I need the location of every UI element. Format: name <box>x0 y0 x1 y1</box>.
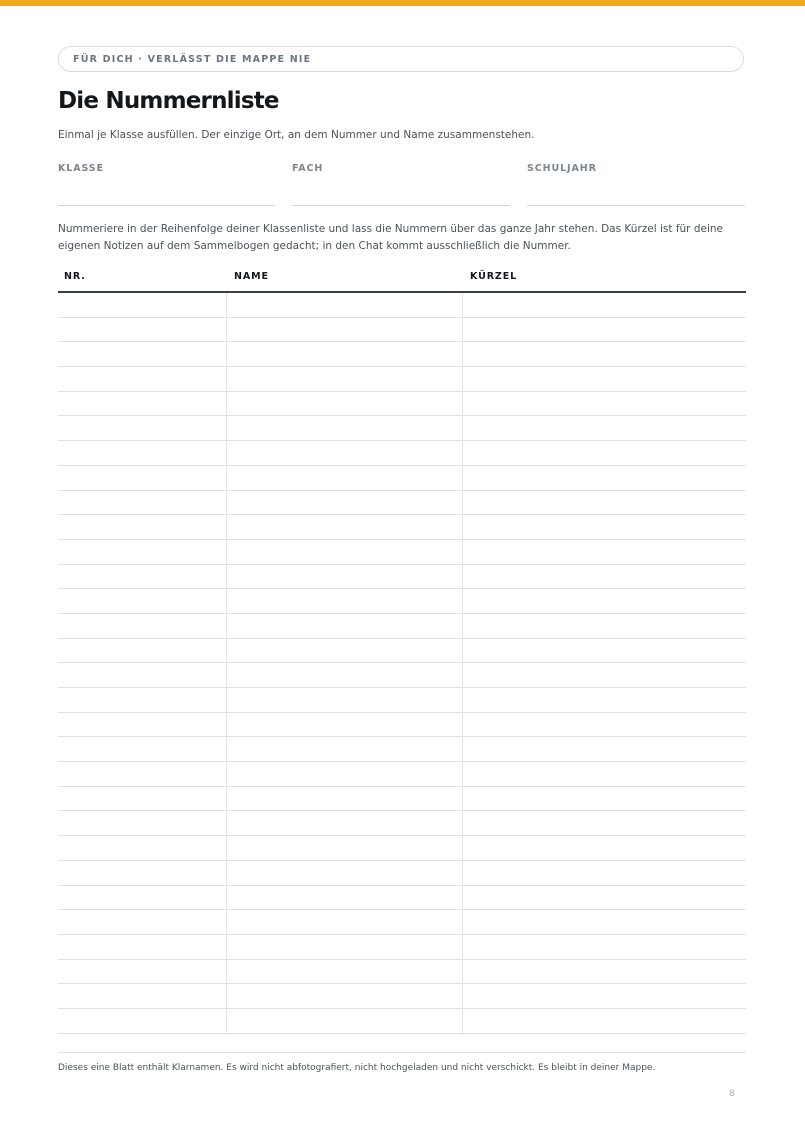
table-row[interactable] <box>58 1009 746 1034</box>
table-row[interactable] <box>58 984 746 1009</box>
column-header-name: NAME <box>234 271 269 282</box>
table-row[interactable] <box>58 811 746 836</box>
table-row[interactable] <box>58 392 746 417</box>
column-header-kuerzel: KÜRZEL <box>470 271 518 282</box>
table-row[interactable] <box>58 540 746 565</box>
schuljahr-field[interactable] <box>527 163 745 206</box>
fach-field[interactable] <box>292 163 510 206</box>
instructions-text: Nummeriere in der Reihenfolge deiner Klassenliste und lass die Nummern über das ganze Jahr stehen. Das Kürzel ist für deine eigenen Notizen auf dem Sammelbogen gedacht; in den Chat kommt ausschließlich die Nummer. <box>58 223 723 252</box>
table-row[interactable] <box>58 663 746 688</box>
klasse-field[interactable] <box>58 163 275 206</box>
table-row[interactable] <box>58 639 746 664</box>
page-number: 8 <box>729 1089 735 1099</box>
table-row[interactable] <box>58 466 746 491</box>
accent-bar <box>0 0 805 6</box>
fach-label: FACH <box>292 163 324 174</box>
table-row[interactable] <box>58 787 746 812</box>
number-table-body <box>58 293 746 1034</box>
footer-note: Dieses eine Blatt enthält Klarnamen. Es wird nicht abfotografiert, nicht hochgeladen und nicht verschickt. Es bleibt in deiner Mappe. <box>58 1063 656 1073</box>
table-row[interactable] <box>58 491 746 516</box>
table-row[interactable] <box>58 565 746 590</box>
table-row[interactable] <box>58 416 746 441</box>
table-header <box>58 263 746 293</box>
table-row[interactable] <box>58 886 746 911</box>
table-row[interactable] <box>58 935 746 960</box>
footer-divider <box>58 1052 746 1053</box>
column-divider <box>462 293 463 1035</box>
table-row[interactable] <box>58 960 746 985</box>
klasse-label: KLASSE <box>58 163 104 174</box>
table-row[interactable] <box>58 293 746 318</box>
table-row[interactable] <box>58 688 746 713</box>
table-row[interactable] <box>58 515 746 540</box>
table-row[interactable] <box>58 589 746 614</box>
table-row[interactable] <box>58 910 746 935</box>
table-row[interactable] <box>58 342 746 367</box>
schuljahr-label: SCHULJAHR <box>527 163 597 174</box>
page-title: Die Nummernliste <box>58 88 279 114</box>
intro-text: Einmal je Klasse ausfüllen. Der einzige Ort, an dem Nummer und Name zusammenstehen. <box>58 129 535 141</box>
section-tag: FÜR DICH · VERLÄSST DIE MAPPE NIE <box>58 46 744 72</box>
column-divider <box>226 293 227 1035</box>
table-row[interactable] <box>58 713 746 738</box>
column-header-nr: NR. <box>64 271 86 282</box>
table-row[interactable] <box>58 861 746 886</box>
table-row[interactable] <box>58 737 746 762</box>
table-row[interactable] <box>58 318 746 343</box>
table-row[interactable] <box>58 441 746 466</box>
table-row[interactable] <box>58 762 746 787</box>
table-row[interactable] <box>58 367 746 392</box>
table-row[interactable] <box>58 614 746 639</box>
table-row[interactable] <box>58 836 746 861</box>
